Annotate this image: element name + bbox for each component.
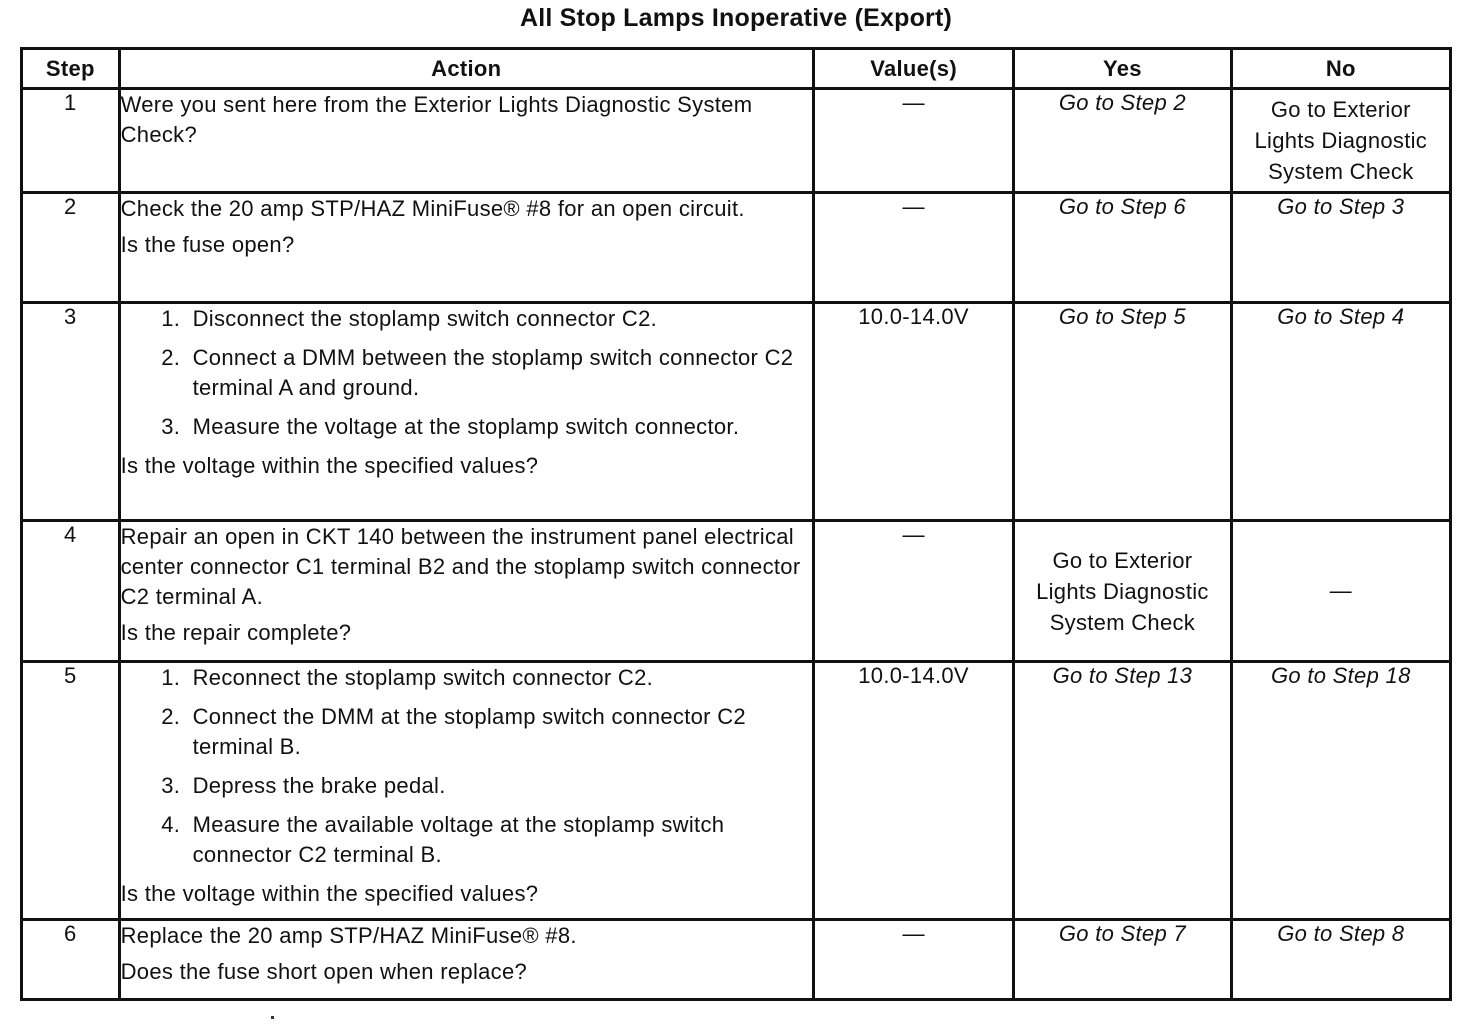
header-action: Action: [119, 49, 813, 89]
header-row: [22, 49, 1451, 89]
table-row: [22, 920, 1451, 1000]
no-cell: [1231, 662, 1450, 920]
header-no: No: [1231, 49, 1450, 89]
yes-cell: [1014, 89, 1231, 193]
value-text: —: [902, 522, 925, 547]
no-goto: Go to Step 8: [1277, 921, 1405, 946]
yes-goto: Go to Step 2: [1058, 90, 1186, 115]
action-step: 1. Disconnect the stoplamp switch connector C2.: [187, 304, 812, 334]
action-steps-list: [121, 663, 812, 870]
value-text: 10.0-14.0V: [858, 663, 969, 688]
yes-cell: [1014, 521, 1231, 662]
action-cell: [119, 193, 813, 303]
no-cell: [1231, 920, 1450, 1000]
value-text: —: [902, 921, 925, 946]
step-number: 1: [22, 89, 120, 193]
action-step: 4. Measure the available voltage at the stoplamp switch connector C2 terminal B.: [187, 810, 812, 870]
header-values: Value(s): [813, 49, 1013, 89]
no-cell: [1231, 89, 1450, 193]
step-number: 2: [22, 193, 120, 303]
yes-goto-stack: [1015, 545, 1229, 638]
table-row: [22, 303, 1451, 521]
action-cell: [119, 521, 813, 662]
value-text: —: [902, 90, 925, 115]
yes-cell: [1014, 193, 1231, 303]
header-step: Step: [22, 49, 120, 89]
value-cell: [813, 303, 1013, 521]
step-number: 6: [22, 920, 120, 1000]
no-goto-line: System Check: [1268, 159, 1414, 184]
no-cell: [1231, 521, 1450, 662]
action-step: 3. Measure the voltage at the stoplamp switch connector.: [187, 412, 812, 442]
value-text: 10.0-14.0V: [858, 304, 969, 329]
action-step: 2. Connect the DMM at the stoplamp switch connector C2 terminal B.: [187, 702, 812, 762]
action-text: Check the 20 amp STP/HAZ MiniFuse® #8 for an open circuit.: [120, 196, 745, 221]
table-row: [22, 662, 1451, 920]
action-step: 3. Depress the brake pedal.: [187, 771, 812, 801]
yes-goto-line: Go to Exterior: [1052, 547, 1193, 573]
page-title: All Stop Lamps Inoperative (Export): [519, 4, 953, 32]
scan-speck: [271, 1016, 274, 1019]
no-goto-line: Lights Diagnostic: [1254, 128, 1428, 153]
no-goto: Go to Step 18: [1270, 663, 1411, 688]
value-cell: [813, 521, 1013, 662]
value-cell: [813, 920, 1013, 1000]
no-goto: Go to Step 4: [1277, 304, 1405, 329]
header-yes: Yes: [1014, 49, 1231, 89]
action-cell: [119, 920, 813, 1000]
action-text: Were you sent here from the Exterior Lights Diagnostic System Check?: [120, 92, 753, 147]
no-goto-stack: [1233, 94, 1449, 187]
table-row: [22, 193, 1451, 303]
action-step: 1. Reconnect the stoplamp switch connector C2.: [187, 663, 812, 693]
no-goto: —: [1329, 578, 1352, 603]
action-text: Replace the 20 amp STP/HAZ MiniFuse® #8.: [120, 923, 577, 948]
yes-goto: Go to Step 7: [1058, 921, 1186, 946]
no-goto: Go to Step 3: [1277, 194, 1405, 219]
table-row: [22, 521, 1451, 662]
yes-goto-line: Lights Diagnostic: [1036, 578, 1209, 604]
action-question: Is the fuse open?: [120, 232, 295, 257]
value-cell: [813, 662, 1013, 920]
yes-cell: [1014, 920, 1231, 1000]
no-goto-line: Go to Exterior: [1270, 97, 1411, 122]
action-question: Is the repair complete?: [120, 620, 352, 645]
action-question: Is the voltage within the specified values?: [120, 881, 539, 906]
value-text: —: [902, 194, 925, 219]
diagnostic-table: [20, 47, 1452, 1001]
action-step: 2. Connect a DMM between the stoplamp switch connector C2 terminal A and ground.: [187, 343, 812, 403]
action-question: Is the voltage within the specified values?: [120, 453, 539, 478]
no-cell: [1231, 193, 1450, 303]
value-cell: [813, 89, 1013, 193]
step-number: 4: [22, 521, 120, 662]
action-cell: [119, 662, 813, 920]
yes-cell: [1014, 662, 1231, 920]
action-question: Does the fuse short open when replace?: [120, 959, 528, 984]
action-cell: [119, 303, 813, 521]
action-steps-list: [121, 304, 812, 442]
no-cell: [1231, 303, 1450, 521]
table-row: [22, 89, 1451, 193]
action-text: Repair an open in CKT 140 between the instrument panel electrical center connector C1 terminal B2 and the stoplamp switch connector C2 terminal A.: [120, 524, 801, 609]
step-number: 5: [22, 662, 120, 920]
yes-goto-line: System Check: [1049, 609, 1196, 635]
step-number: 3: [22, 303, 120, 521]
yes-goto: Go to Step 5: [1058, 304, 1186, 329]
action-cell: [119, 89, 813, 193]
yes-cell: [1014, 303, 1231, 521]
value-cell: [813, 193, 1013, 303]
yes-goto: Go to Step 13: [1052, 663, 1193, 688]
yes-goto: Go to Step 6: [1058, 194, 1186, 219]
